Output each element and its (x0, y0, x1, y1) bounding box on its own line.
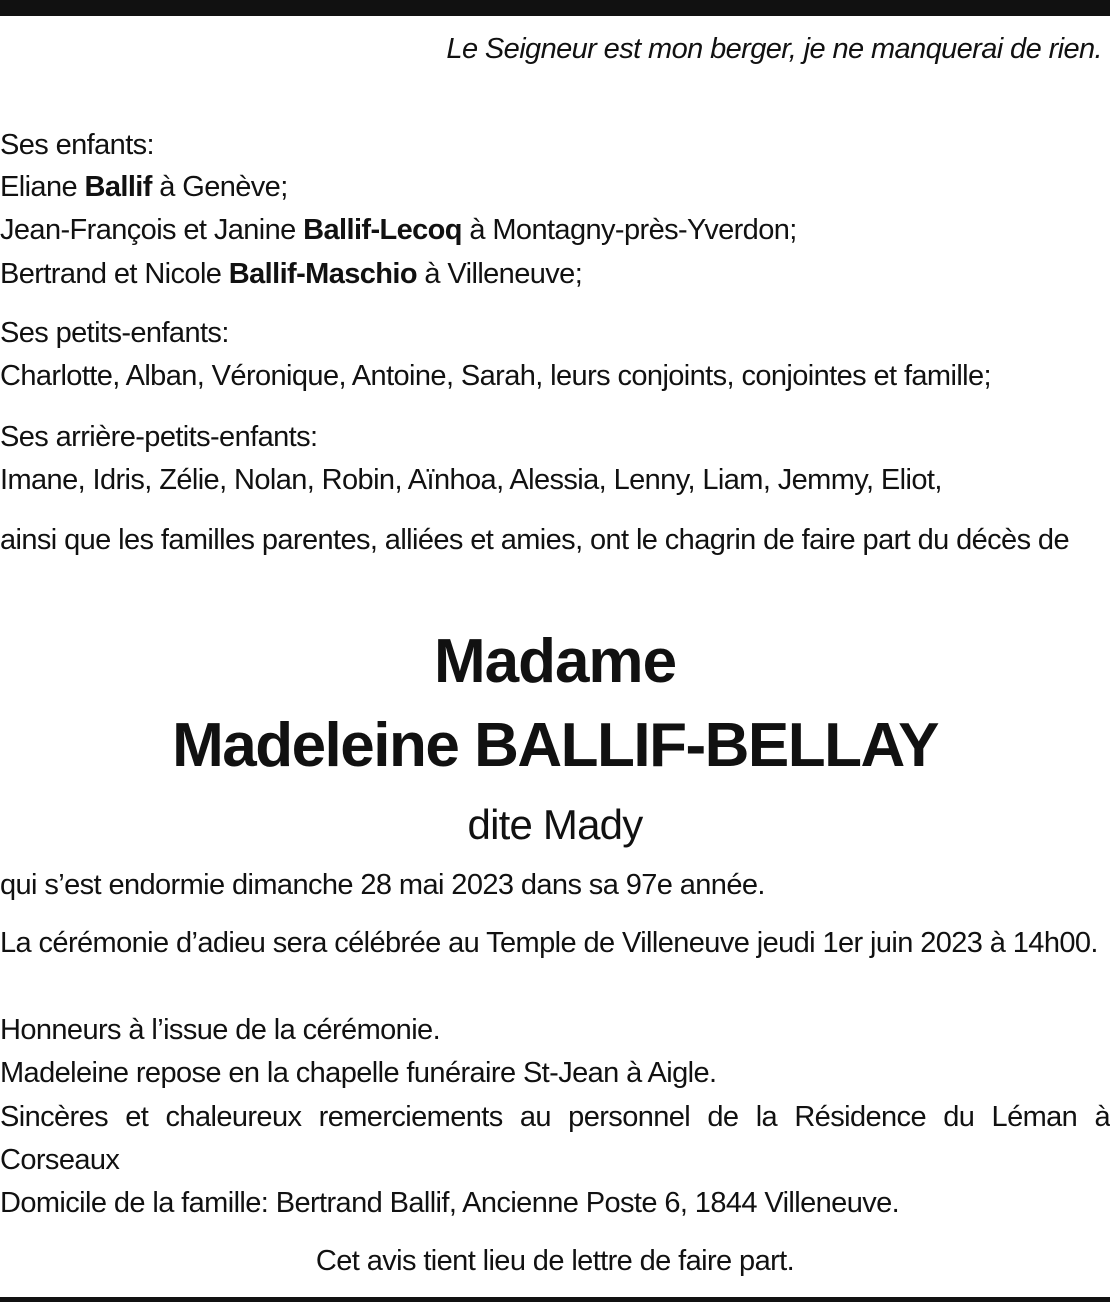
children-heading: Ses enfants: (0, 129, 155, 161)
thanks-text: Sincères et chaleureux remerciements au personnel de la Résidence du Léman à Corseaux (0, 1101, 1110, 1176)
deceased-nickname: dite Mady (467, 801, 643, 848)
announcement-text: ainsi que les familles parentes, alliées et amies, ont le chagrin de faire part du décès de (0, 524, 1069, 556)
family-name: Ballif-Maschio (228, 258, 417, 290)
bottom-rule (0, 1297, 1110, 1302)
family-name: Ballif-Lecoq (303, 214, 462, 246)
death-line: qui s’est endormie dimanche 28 mai 2023 dans sa 97e année. (0, 869, 765, 901)
ceremony-text: La cérémonie d’adieu sera célébrée au Temple de Villeneuve jeudi 1er juin 2023 à 14h00. (0, 927, 1098, 959)
top-rule (0, 0, 1110, 16)
grandchildren-heading: Ses petits-enfants: (0, 317, 229, 349)
grandchildren-names: Charlotte, Alban, Véronique, Antoine, Sarah, leurs conjoints, conjointes et famille; (0, 360, 991, 392)
honours-text: Honneurs à l’issue de la cérémonie. (0, 1014, 441, 1046)
deceased-name: Madeleine BALLIF-BELLAY (172, 711, 938, 780)
domicile-text: Domicile de la famille: Bertrand Ballif, Ancienne Poste 6, 1844 Villeneuve. (0, 1187, 900, 1219)
closing-note: Cet avis tient lieu de lettre de faire part. (315, 1245, 795, 1277)
child-line: Eliane Ballif à Genève; (0, 171, 288, 203)
family-name: Ballif (84, 171, 152, 203)
child-line: Jean-François et Janine Ballif-Lecoq à Montagny-près-Yverdon; (0, 214, 797, 246)
great-grandchildren-names: Imane, Idris, Zélie, Nolan, Robin, Aïnhoa, Alessia, Lenny, Liam, Jemmy, Eliot, (0, 464, 942, 496)
deceased-title: Madame (433, 627, 677, 696)
child-line: Bertrand et Nicole Ballif-Maschio à Villeneuve; (0, 258, 583, 290)
great-grandchildren-heading: Ses arrière-petits-enfants: (0, 421, 318, 453)
bible-verse: Le Seigneur est mon berger, je ne manquerai de rien. (446, 33, 1102, 65)
rest-text: Madeleine repose en la chapelle funéraire St-Jean à Aigle. (0, 1057, 717, 1089)
